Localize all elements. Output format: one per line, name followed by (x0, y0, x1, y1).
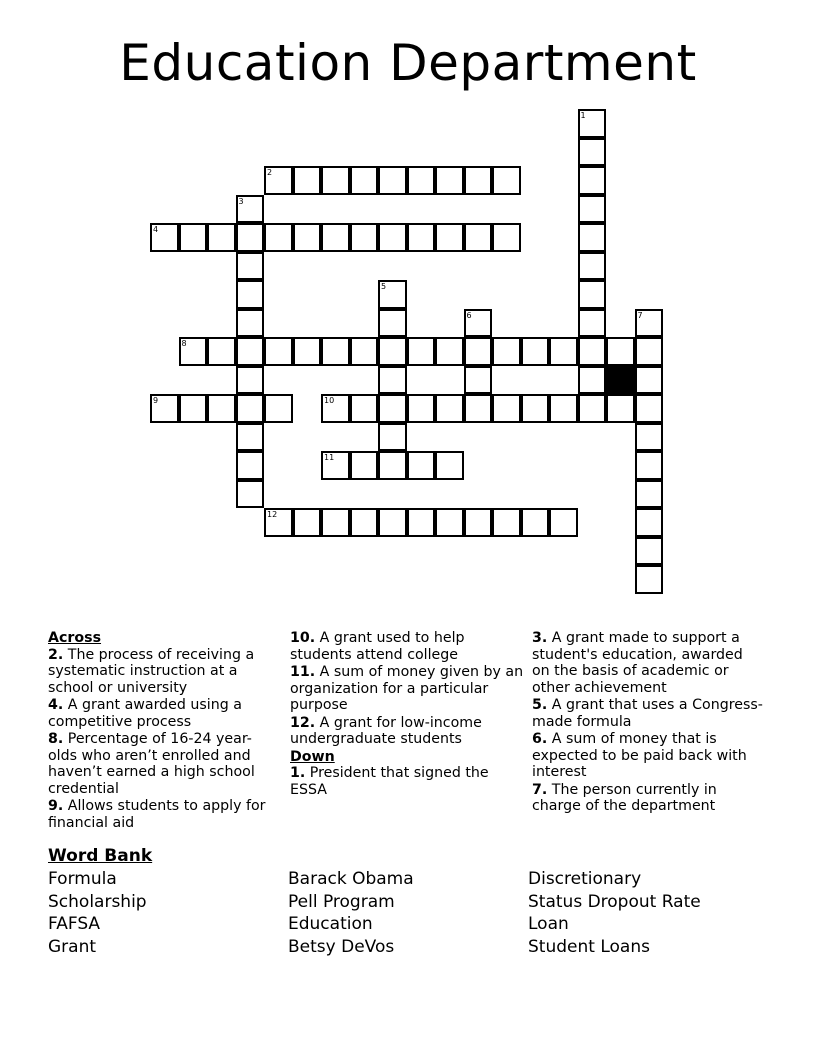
grid-cell[interactable] (321, 508, 350, 537)
grid-cell[interactable] (236, 451, 265, 480)
grid-cell[interactable] (578, 394, 607, 423)
grid-cell[interactable] (264, 166, 293, 195)
grid-cell[interactable] (207, 394, 236, 423)
grid-cell[interactable] (150, 223, 179, 252)
word-bank-column-1 (48, 868, 147, 958)
grid-cell[interactable] (321, 394, 350, 423)
clue-number: 6 (466, 310, 472, 320)
word-bank-item: Loan (528, 914, 569, 934)
word-bank-item: Discretionary (528, 869, 642, 889)
grid-cell[interactable] (350, 337, 379, 366)
grid-cell[interactable] (293, 337, 322, 366)
clue-number: 10 (324, 396, 335, 405)
grid-cell[interactable] (378, 309, 407, 338)
clue-across-10: 10. A grant used to help students attend college (290, 630, 465, 663)
grid-cell[interactable] (492, 223, 521, 252)
grid-cell[interactable] (407, 337, 436, 366)
clue-number: 5 (381, 282, 387, 291)
grid-cell[interactable] (407, 166, 436, 195)
grid-cell[interactable] (350, 508, 379, 537)
grid-cell[interactable] (464, 309, 493, 338)
grid-cell[interactable] (236, 195, 265, 224)
grid-cell[interactable] (150, 394, 179, 423)
grid-cell[interactable] (264, 394, 293, 423)
grid-cell[interactable] (521, 337, 550, 366)
grid-cell[interactable] (236, 223, 265, 252)
word-bank-item: Betsy DeVos (288, 936, 395, 957)
grid-cell[interactable] (635, 565, 664, 594)
clue-number: 8 (181, 339, 187, 348)
grid-cell[interactable] (236, 252, 265, 281)
grid-cell[interactable] (578, 195, 607, 224)
clue-down-7: 7. The person currently in charge of the department (532, 781, 717, 814)
grid-cell[interactable] (378, 166, 407, 195)
grid-cell[interactable] (321, 166, 350, 195)
grid-cell[interactable] (378, 508, 407, 537)
grid-cell[interactable] (378, 280, 407, 309)
clues-column-2 (290, 630, 525, 799)
grid-cell[interactable] (407, 451, 436, 480)
grid-cell[interactable] (179, 337, 208, 366)
grid-cell[interactable] (578, 138, 607, 167)
grid-cell[interactable] (236, 394, 265, 423)
word-bank-column-2 (288, 868, 414, 958)
grid-cell[interactable] (378, 366, 407, 395)
grid-cell[interactable] (179, 223, 208, 252)
grid-cell[interactable] (435, 223, 464, 252)
grid-cell[interactable] (293, 166, 322, 195)
grid-cell[interactable] (378, 423, 407, 452)
down-header: Down (290, 748, 335, 765)
grid-cell[interactable] (578, 252, 607, 281)
clue-number: 3 (238, 196, 244, 206)
grid-cell[interactable] (435, 451, 464, 480)
grid-cell[interactable] (492, 394, 521, 423)
grid-cell[interactable] (635, 537, 664, 566)
grid-cell[interactable] (293, 508, 322, 537)
clue-number: 12 (267, 510, 278, 519)
grid-cell[interactable] (549, 508, 578, 537)
grid-cell[interactable] (207, 337, 236, 366)
grid-cell[interactable] (236, 423, 265, 452)
grid-cell[interactable] (378, 337, 407, 366)
grid-cell[interactable] (578, 366, 607, 395)
grid-cell[interactable] (578, 337, 607, 366)
grid-cell[interactable] (321, 451, 350, 480)
grid-cell[interactable] (350, 223, 379, 252)
clue-number: 11 (324, 453, 335, 462)
grid-cell[interactable] (207, 223, 236, 252)
grid-cell[interactable] (464, 394, 493, 423)
black-cell (606, 366, 635, 395)
clues-column-3 (532, 630, 764, 816)
grid-cell[interactable] (435, 337, 464, 366)
grid-cell[interactable] (492, 166, 521, 195)
grid-cell[interactable] (464, 337, 493, 366)
grid-cell[interactable] (293, 223, 322, 252)
grid-cell[interactable] (264, 508, 293, 537)
grid-cell[interactable] (321, 223, 350, 252)
grid-cell[interactable] (635, 451, 664, 480)
clue-number: 7 (637, 310, 643, 320)
grid-cell[interactable] (179, 394, 208, 423)
grid-cell[interactable] (264, 337, 293, 366)
clue-down-5: 5. A grant that uses a Congress-made formula (532, 697, 763, 730)
grid-cell[interactable] (350, 451, 379, 480)
grid-cell[interactable] (635, 480, 664, 509)
clue-across-11: 11. A sum of money given by an organization for a particular purpose (290, 664, 524, 713)
word-bank-title: Word Bank (48, 846, 153, 866)
grid-cell[interactable] (350, 394, 379, 423)
grid-cell[interactable] (264, 223, 293, 252)
clue-down-1: 1. President that signed the ESSA (290, 765, 489, 798)
grid-cell[interactable] (236, 480, 265, 509)
grid-cell[interactable] (635, 309, 664, 338)
grid-cell[interactable] (464, 166, 493, 195)
grid-cell[interactable] (635, 366, 664, 395)
clue-across-12: 12. A grant for low-income undergraduate students (290, 714, 482, 747)
word-bank-item: Student Loans (528, 936, 650, 957)
word-bank-item: Education (288, 914, 373, 934)
clue-number: 2 (267, 168, 273, 177)
clue-across-8: 8. Percentage of 16-24 year-olds who aren’t enrolled and haven’t earned a high school credential (48, 731, 255, 797)
grid-cell[interactable] (236, 280, 265, 309)
grid-cell[interactable] (407, 394, 436, 423)
grid-cell[interactable] (435, 394, 464, 423)
grid-cell[interactable] (578, 109, 607, 138)
grid-cell[interactable] (464, 366, 493, 395)
grid-cell[interactable] (407, 223, 436, 252)
clues-column-1 (48, 630, 273, 832)
word-bank-item: Formula (48, 869, 117, 889)
grid-cell[interactable] (492, 508, 521, 537)
grid-cell[interactable] (578, 166, 607, 195)
grid-cell[interactable] (635, 337, 664, 366)
across-header: Across (48, 630, 102, 646)
grid-cell[interactable] (521, 394, 550, 423)
word-bank-item: Scholarship (48, 891, 147, 912)
clue-across-9: 9. Allows students to apply for financial aid (48, 798, 266, 831)
grid-cell[interactable] (378, 223, 407, 252)
grid-cell[interactable] (606, 394, 635, 423)
grid-cell[interactable] (635, 394, 664, 423)
grid-cell[interactable] (578, 223, 607, 252)
grid-cell[interactable] (464, 223, 493, 252)
grid-cell[interactable] (492, 337, 521, 366)
grid-cell[interactable] (549, 337, 578, 366)
grid-cell[interactable] (236, 337, 265, 366)
grid-cell[interactable] (606, 337, 635, 366)
grid-cell[interactable] (578, 309, 607, 338)
grid-cell[interactable] (435, 166, 464, 195)
grid-cell[interactable] (236, 309, 265, 338)
grid-cell[interactable] (635, 508, 664, 537)
grid-cell[interactable] (635, 423, 664, 452)
page-title: Education Department (119, 34, 697, 92)
grid-cell[interactable] (521, 508, 550, 537)
grid-cell[interactable] (578, 280, 607, 309)
clue-across-2: 2. The process of receiving a systematic instruction at a school or university (48, 646, 255, 696)
word-bank-item: Grant (48, 936, 97, 957)
clue-down-3: 3. A grant made to support a student's education, awarded on the basis of academic or other achievement (532, 630, 743, 696)
grid-cell[interactable] (350, 166, 379, 195)
grid-cell[interactable] (378, 394, 407, 423)
grid-cell[interactable] (378, 451, 407, 480)
clue-across-4: 4. A grant awarded using a competitive process (48, 697, 242, 730)
word-bank-item: FAFSA (48, 914, 101, 934)
clue-number: 4 (153, 225, 159, 234)
grid-cell[interactable] (464, 508, 493, 537)
word-bank-item: Status Dropout Rate (528, 891, 701, 912)
clue-number: 1 (580, 111, 586, 120)
grid-cell[interactable] (321, 337, 350, 366)
clue-down-6: 6. A sum of money that is expected to be paid back with interest (532, 731, 747, 780)
grid-cell[interactable] (407, 508, 436, 537)
grid-cell[interactable] (549, 394, 578, 423)
word-bank-item: Pell Program (288, 891, 395, 912)
word-bank-item: Barack Obama (288, 869, 414, 889)
grid-cell[interactable] (236, 366, 265, 395)
word-bank-column-3 (528, 868, 701, 958)
grid-cell[interactable] (435, 508, 464, 537)
clue-number: 9 (153, 396, 159, 405)
